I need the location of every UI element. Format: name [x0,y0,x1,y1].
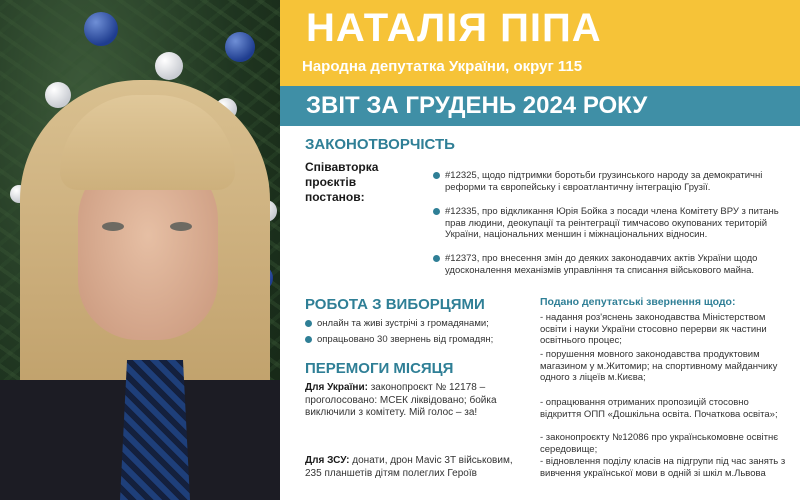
appeal-item: - законопроєкту №12086 про українськомовне освітнє середовище; [540,432,779,455]
blue-ornament-icon [84,12,118,46]
bullet-dot-icon [433,255,440,262]
lawmaking-item: #12373, про внесення змін до деяких законодавчих актів України щодо удосконалення механізмів управління та списання військового майна. [433,253,783,276]
appeal-item: - відновлення поділу класів на підгрупи під час занять з вивчення української мови в одній зі шкіл м.Львова [540,456,786,479]
blue-ornament-icon [225,32,255,62]
wins-title: ПЕРЕМОГИ МІСЯЦЯ [305,360,454,377]
label-line: Співавторка [305,160,379,174]
label-line: постанов: [305,190,365,204]
bullet-dot-icon [433,208,440,215]
voters-item: онлайн та живі зустрічі з громадянами; [305,318,525,330]
report-title: ЗВІТ ЗА ГРУДЕНЬ 2024 РОКУ [306,92,648,119]
lawmaking-item: #12325, щодо підтримки боротьби грузинського народу за демократичні реформи та європейську і євроатлантичну інтеграцію Грузії. [433,170,783,193]
label-line: проєктів [305,175,357,189]
voters-title: РОБОТА З ВИБОРЦЯМИ [305,296,485,313]
eye [102,222,124,231]
wins-ukraine: Для України: законопроєкт № 12178 – проголосовано: МСЕК ліквідовано; бойка виключили з комітету. Мій голос – за! [305,382,497,418]
lawmaking-item: #12335, про відкликання Юрія Бойка з посади члена Комітету ВРУ з питань прав людини, деокупації та реінтеграції тимчасово окупованих територій України, національних меншин і міжнаціональних відносин. [433,206,783,241]
report-banner [280,86,800,126]
bullet-dot-icon [305,336,312,343]
eye [170,222,192,231]
bullet-dot-icon [305,320,312,327]
lawmaking-label [305,160,415,205]
bullet-dot-icon [433,172,440,179]
embroidered-shirt-pattern [120,360,190,500]
white-ornament-icon [155,52,183,80]
portrait-photo [0,0,280,500]
voters-item: опрацьовано 30 звернень від громадян; [305,334,525,346]
lawmaking-title: ЗАКОНОТВОРЧІСТЬ [305,136,455,153]
person-name: НАТАЛІЯ ПІПА [306,6,602,50]
appeals-title: Подано депутатські звернення щодо: [540,296,736,308]
appeal-item: - надання роз'яснень законодавства Міністерством освіти і науки України стосовно перерви як частини освітнього процес; [540,312,767,346]
appeal-item: - порушення мовного законодавства продуктовим магазином у м.Житомир; на спортивному майданчику одного з ліцеїв м.Києва; [540,349,778,383]
appeal-item: - опрацювання отриманих пропозицій стосовно відкриття ОПП «Дошкільна освіта. Початкова освіта»; [540,397,778,420]
wins-zsu: Для ЗСУ: донати, дрон Mavic 3T військовим, 235 планшетів дітям полеглих Героїв [305,455,513,479]
person-subtitle: Народна депутатка України, округ 115 [302,58,583,75]
header-banner [280,0,800,86]
